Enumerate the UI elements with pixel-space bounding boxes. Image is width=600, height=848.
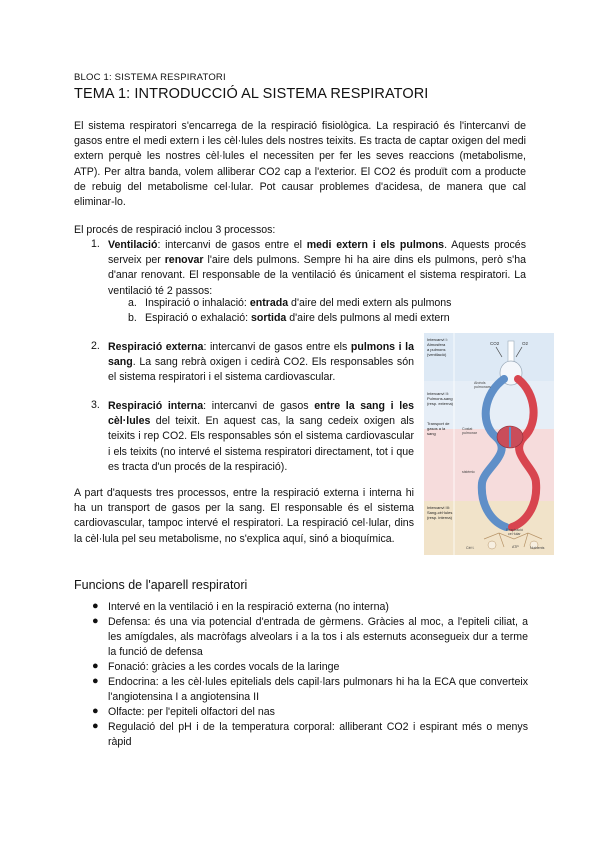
function-item: Endocrina: a les cèl·lules epitelials dels capil·lars pulmonars hi ha la ECA que converteix l'angiotensina I a angiotensina II <box>108 676 528 704</box>
bullet-icon: ● <box>92 615 99 627</box>
item-bold: entre la sang i les cèl·lules <box>108 400 414 428</box>
sub-letter: a. <box>128 297 137 309</box>
label-costat-3: sistèmic <box>462 470 475 474</box>
function-item: Defensa: és una via potencial d'entrada de gèrmens. Gràcies al moc, a l'epiteli ciliat, a les amígdales, als macròfags alveolars i a la tos i als esternuts aconsegueix dur a terme la funció de defensa <box>108 616 528 659</box>
item-bold: renovar <box>164 254 204 267</box>
item-text: l'aire dels pulmons. Sempre hi ha aire dins els pulmons, però s'ha d'anar renovant. El responsable de la ventilació és únicament el sistema respiratori. La ventilació té 2 passos: <box>108 254 526 297</box>
item-bold: medi extern i els pulmons <box>306 239 445 251</box>
process-item-resp-externa <box>108 340 414 386</box>
label-alveols-2: pulmonars <box>474 385 491 389</box>
respiration-diagram <box>424 333 554 555</box>
label-exchange-2c: (resp. externa) <box>427 401 454 406</box>
process-item-ventilacio <box>108 238 526 299</box>
bloc-heading: BLOC 1: SISTEMA RESPIRATORI <box>74 72 226 83</box>
function-item: Fonació: gràcies a les cordes vocals de la laringe <box>108 661 340 673</box>
bullet-icon: ● <box>92 600 99 612</box>
bullet-icon: ● <box>92 705 99 717</box>
label-atp: ATP <box>512 545 519 549</box>
item-number: 2. <box>91 340 100 352</box>
label-cells: Cèl·l. <box>466 546 475 550</box>
sub-text: Espiració o exhalació: <box>145 312 251 324</box>
sub-letter: b. <box>128 312 137 324</box>
item-number: 1. <box>91 238 100 250</box>
label-transport: Transport de <box>427 421 450 426</box>
bullet-icon: ● <box>92 675 99 687</box>
process-item-resp-interna <box>108 399 414 475</box>
item-text: . La sang rebrà oxigen i cedirà CO2. Els responsables són el sistema respiratori i el sistema cardiovascular. <box>108 356 414 384</box>
label-cel: cel·lular <box>508 532 521 536</box>
functions-title: Funcions de l'aparell respiratori <box>74 578 248 592</box>
sub-item-inspiracio <box>145 296 451 311</box>
sub-text: d'aire dels pulmons al medi extern <box>286 312 450 324</box>
label-exchange-2: Intercanvi II: <box>427 391 449 396</box>
label-co2-top: CO2 <box>490 341 500 346</box>
label-costat: Costat <box>462 427 473 431</box>
item-title: Respiració externa <box>108 341 204 353</box>
item-title: Respiració interna <box>108 400 204 412</box>
bullet-icon: ● <box>92 720 99 732</box>
item-text: . Aquests procés serveix per <box>108 239 526 267</box>
item-text: : intercanvi de gasos entre els <box>203 341 351 353</box>
intro-paragraph: El sistema respiratori s'encarrega de la respiració fisiològica. La respiració és l'intercanvi de gasos entre el medi extern i les cèl·lules dels nostres teixits. Es tracta de captar oxigen del medi extern perquè les nostres cèl·lules el necessiten per fer les seves reaccions (metabolisme, ATP). Per altra banda, volem alliberar CO2 cap a l'exterior. El CO2 és produït com a producte de rebuig del metabolisme cel·lular. Pot causar problemes d'acidesa, de manera que cal eliminar-lo. <box>74 120 526 209</box>
label-exchange-3c: (resp. interna) <box>427 515 452 520</box>
item-title: Ventilació <box>108 239 158 251</box>
label-exchange-2b: Pulmons-sang <box>427 396 453 401</box>
function-item: Regulació del pH i de la temperatura corporal: alliberant CO2 i espirant més o menys ràpid <box>108 721 528 749</box>
label-costat-2: pulmonar <box>462 431 477 435</box>
bullet-icon: ● <box>92 660 99 672</box>
sub-bold: sortida <box>251 312 287 324</box>
label-respiracio: Respiració <box>506 528 523 532</box>
item-number: 3. <box>91 399 100 411</box>
sub-text: Inspiració o inhalació: <box>145 297 250 309</box>
item-bold: pulmons i la sang <box>108 341 414 369</box>
label-transport-3: sang <box>427 431 436 436</box>
label-nutrients: Nutrients <box>530 546 545 550</box>
sub-item-espiracio <box>145 311 450 326</box>
sub-bold: entrada <box>249 297 289 309</box>
cell <box>488 541 496 549</box>
sub-text: d'aire del medi extern als pulmons <box>288 297 452 309</box>
item-text: del teixit. En aquest cas, la sang cedeix oxigen als teixits i rep CO2. Els responsables són el sistema cardiovascular i els teixits (no intervé el sistema respiratori directament, tot i que es tracta d'un procés de la respiració). <box>108 415 414 473</box>
label-exchange-1: Intercanvi I: <box>427 337 448 342</box>
function-item: Intervé en la ventilació i en la respiració externa (no interna) <box>108 601 389 613</box>
label-exchange-3: Intercanvi III: <box>427 505 450 510</box>
trachea <box>508 341 514 363</box>
label-exchange-1d: (ventilació) <box>427 352 447 357</box>
item-text: : intercanvi de gasos <box>203 400 315 412</box>
label-o2-top: O2 <box>522 341 529 346</box>
tema-title: TEMA 1: INTRODUCCIÓ AL SISTEMA RESPIRATORI <box>74 86 429 102</box>
label-transport-2: gasos a la <box>427 426 446 431</box>
label-exchange-1b: Atmosfera <box>427 342 446 347</box>
item-text: : intercanvi de gasos entre el <box>157 239 307 251</box>
label-exchange-3b: Sang-cèl·lules <box>427 510 453 515</box>
process-lead: El procés de respiració inclou 3 processos: <box>74 224 276 236</box>
transport-paragraph: A part d'aquests tres processos, entre la respiració externa i interna hi ha un transport de gasos per la sang. El responsable és el sistema cardiovascular, tampoc intervé el respiratori. La respiració cel·lular, dins la cèl·lula pel seu metabolisme, no s'explica aquí, sinó a bioquímica. <box>74 487 414 545</box>
function-item: Olfacte: per l'epiteli olfactori del nas <box>108 706 275 718</box>
label-exchange-1c: a pulmons <box>427 347 446 352</box>
label-alveols: Alvèols <box>474 381 486 385</box>
